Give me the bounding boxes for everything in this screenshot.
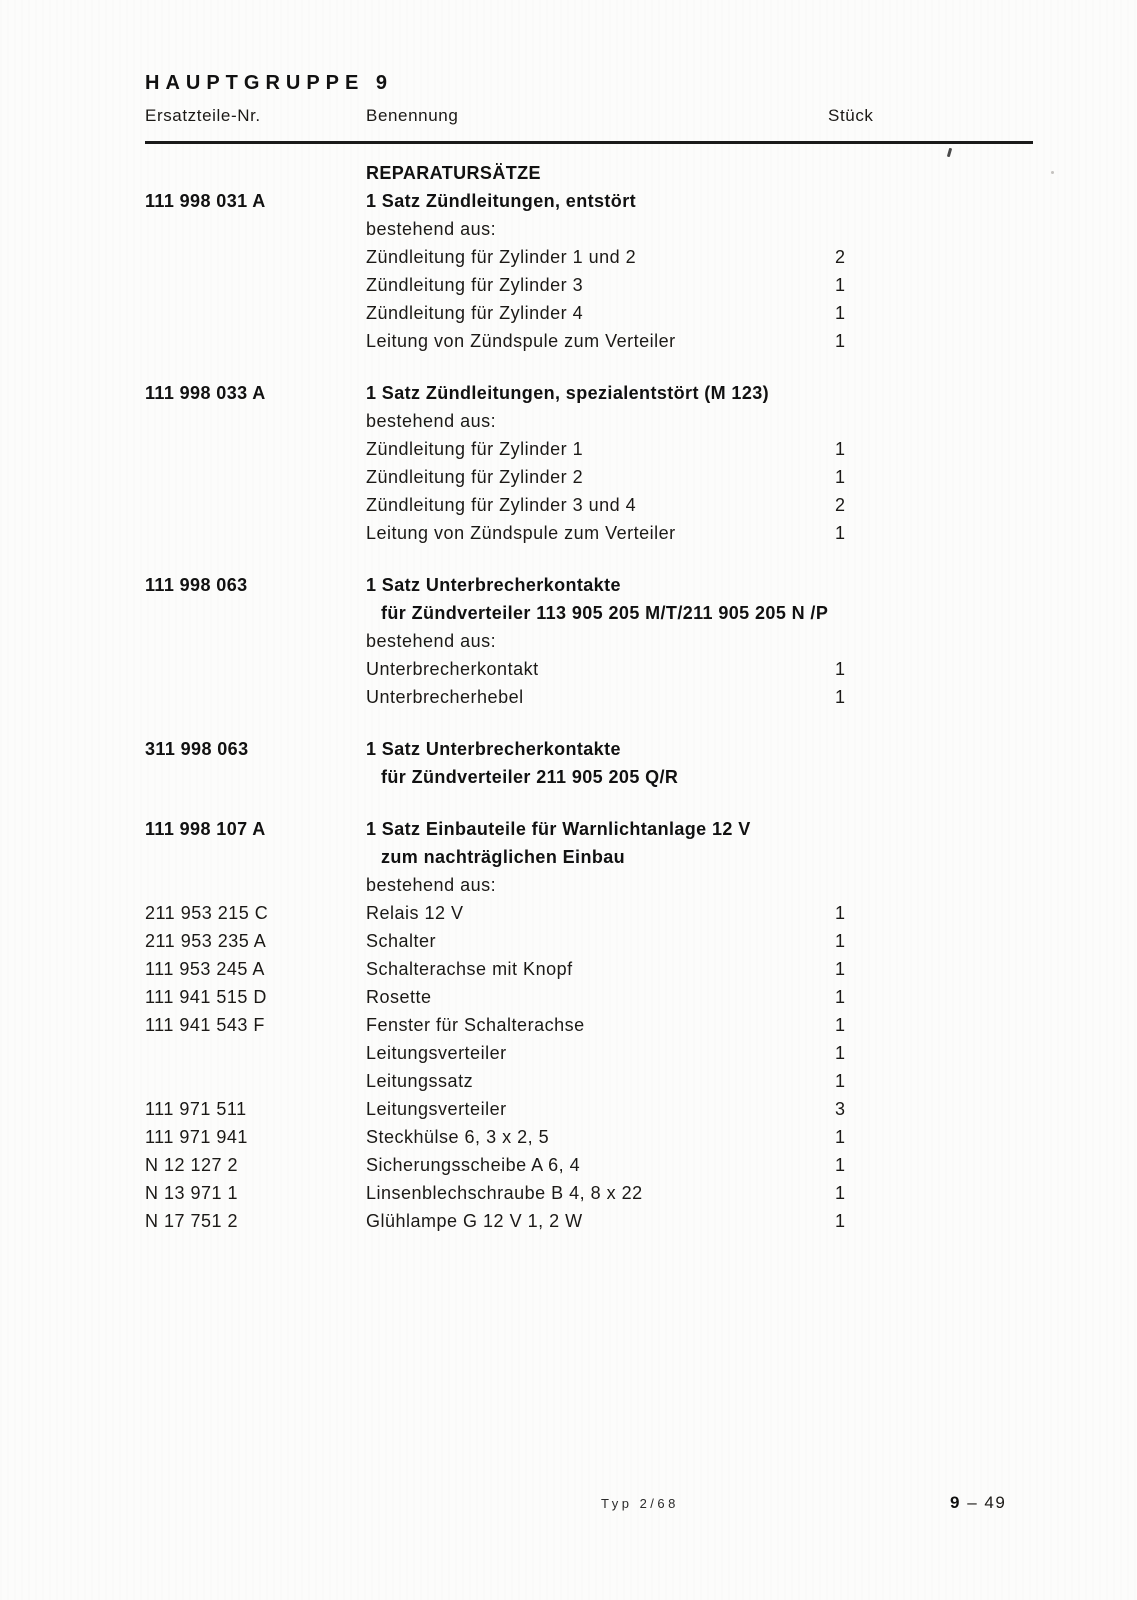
part-row (145, 1067, 1033, 1095)
part-row (145, 299, 1033, 327)
spacer-cell (835, 379, 1033, 407)
part-qty-cell: 2 (835, 247, 846, 267)
part-name-cell: Linsenblechschraube B 4, 8 x 22 (366, 1183, 643, 1203)
part-name-cell: Leitungsverteiler (366, 1043, 507, 1063)
spacer-cell (145, 627, 366, 655)
part-qty-cell: 1 (835, 903, 846, 923)
part-name-cell: Glühlampe G 12 V 1, 2 W (366, 1211, 583, 1231)
part-row (145, 983, 1033, 1011)
spacer-cell (145, 763, 366, 791)
part-row (145, 927, 1033, 955)
part-row (145, 327, 1033, 355)
part-number-cell (145, 327, 366, 355)
part-name-cell: Leitungsverteiler (366, 1099, 507, 1119)
footer-type-label: Typ 2/68 (601, 1496, 679, 1511)
part-number-cell (145, 435, 366, 463)
parts-section (145, 571, 1033, 711)
spacer-cell (145, 215, 366, 243)
column-header-part-number: Ersatzteile-Nr. (145, 106, 261, 125)
section-subtitle: zum nachträglichen Einbau (381, 847, 626, 867)
part-name-cell: Leitung von Zündspule zum Verteiler (366, 331, 676, 351)
part-row (145, 899, 1033, 927)
part-number-cell: 111 971 941 (145, 1127, 248, 1147)
part-name-cell: Rosette (366, 987, 432, 1007)
section-part-number: 111 998 107 A (145, 819, 266, 839)
spacer-cell (145, 159, 366, 187)
part-qty-cell: 1 (835, 1071, 846, 1091)
part-name-cell: Zündleitung für Zylinder 3 und 4 (366, 495, 637, 515)
part-number-cell (145, 1039, 366, 1067)
section-subtitle-row (145, 763, 1033, 791)
part-qty-cell: 1 (835, 1043, 846, 1063)
part-number-cell: 111 941 543 F (145, 1015, 265, 1035)
page-content (145, 73, 1033, 1259)
section-title: 1 Satz Zündleitungen, entstört (366, 191, 637, 211)
part-row (145, 1011, 1033, 1039)
part-name-cell: Zündleitung für Zylinder 1 und 2 (366, 247, 637, 267)
spacer-cell (835, 627, 1033, 655)
part-qty-cell: 1 (835, 1183, 846, 1203)
part-qty-cell: 1 (835, 1127, 846, 1147)
spacer-cell (835, 215, 1033, 243)
spacer-cell (835, 159, 1033, 187)
part-name-cell: Sicherungsscheibe A 6, 4 (366, 1155, 581, 1175)
scan-stray-dot (1051, 171, 1054, 174)
part-qty-cell: 1 (835, 467, 846, 487)
footer-page-chapter: 9 (950, 1493, 961, 1512)
part-number-cell: N 12 127 2 (145, 1155, 239, 1175)
part-qty-cell: 1 (835, 523, 846, 543)
section-subtitle: für Zündverteiler 211 905 205 Q/R (381, 767, 679, 787)
spacer-cell (850, 843, 1033, 871)
part-row (145, 1039, 1033, 1067)
note-row (145, 407, 1033, 435)
part-number-cell: 211 953 215 C (145, 903, 269, 923)
part-number-cell: N 13 971 1 (145, 1183, 239, 1203)
section-heading-row (145, 571, 1033, 599)
part-row (145, 683, 1033, 711)
part-qty-cell: 2 (835, 495, 846, 515)
part-name-cell: Leitung von Zündspule zum Verteiler (366, 523, 676, 543)
list-title-row (145, 159, 1033, 187)
section-heading-row (145, 187, 1033, 215)
section-part-number: 311 998 063 (145, 739, 249, 759)
section-note: bestehend aus: (366, 219, 497, 239)
part-number-cell (145, 463, 366, 491)
part-row (145, 655, 1033, 683)
spacer-cell (835, 571, 1033, 599)
part-row (145, 243, 1033, 271)
part-row (145, 1151, 1033, 1179)
section-subtitle-row (145, 843, 1033, 871)
part-row (145, 519, 1033, 547)
spacer-cell (835, 815, 1033, 843)
part-number-cell (145, 655, 366, 683)
footer-page-number (950, 1493, 1006, 1513)
part-qty-cell: 1 (835, 439, 846, 459)
part-name-cell: Steckhülse 6, 3 x 2, 5 (366, 1127, 550, 1147)
part-qty-cell: 1 (835, 1015, 846, 1035)
part-name-cell: Zündleitung für Zylinder 4 (366, 303, 584, 323)
part-qty-cell: 1 (835, 659, 846, 679)
header-rule (145, 141, 1033, 144)
part-name-cell: Unterbrecherhebel (366, 687, 524, 707)
part-row (145, 955, 1033, 983)
part-row (145, 1207, 1033, 1235)
section-heading-row (145, 735, 1033, 763)
part-name-cell: Zündleitung für Zylinder 1 (366, 439, 584, 459)
group-title: HAUPTGRUPPE 9 (145, 72, 394, 94)
part-number-cell: 111 953 245 A (145, 959, 265, 979)
table-column-headers (145, 105, 1033, 127)
spacer-cell (850, 763, 1033, 791)
part-name-cell: Schalter (366, 931, 437, 951)
note-row (145, 871, 1033, 899)
section-note: bestehend aus: (366, 875, 497, 895)
part-number-cell (145, 271, 366, 299)
part-qty-cell: 1 (835, 303, 846, 323)
part-name-cell: Fenster für Schalterachse (366, 1015, 585, 1035)
note-row (145, 627, 1033, 655)
section-note: bestehend aus: (366, 631, 497, 651)
part-number-cell (145, 519, 366, 547)
list-title: REPARATURSÄTZE (366, 163, 541, 183)
part-number-cell: 111 971 511 (145, 1099, 247, 1119)
section-heading-row (145, 815, 1033, 843)
section-subtitle: für Zündverteiler 113 905 205 M/T/211 905 205 N /P (381, 603, 829, 623)
part-qty-cell: 3 (835, 1099, 846, 1119)
part-qty-cell: 1 (835, 275, 846, 295)
section-subtitle-row (145, 599, 1033, 627)
section-part-number: 111 998 033 A (145, 383, 266, 403)
part-name-cell: Zündleitung für Zylinder 2 (366, 467, 584, 487)
section-heading-row (145, 379, 1033, 407)
section-title: 1 Satz Zündleitungen, spezialentstört (M 123) (366, 383, 770, 403)
spacer-cell (145, 843, 366, 871)
spacer-cell (850, 599, 1033, 627)
part-qty-cell: 1 (835, 959, 846, 979)
part-name-cell: Schalterachse mit Knopf (366, 959, 573, 979)
part-number-cell (145, 299, 366, 327)
part-number-cell (145, 491, 366, 519)
spacer-cell (835, 871, 1033, 899)
part-row (145, 463, 1033, 491)
part-qty-cell: 1 (835, 1155, 846, 1175)
part-number-cell (145, 683, 366, 711)
footer-page-rest: – 49 (967, 1493, 1007, 1512)
section-title: 1 Satz Unterbrecherkontakte (366, 739, 621, 759)
section-title: 1 Satz Unterbrecherkontakte (366, 575, 621, 595)
section-part-number: 111 998 063 (145, 575, 248, 595)
part-row (145, 1095, 1033, 1123)
parts-section (145, 379, 1033, 547)
part-number-cell: 211 953 235 A (145, 931, 267, 951)
spacer-cell (835, 735, 1033, 763)
section-part-number: 111 998 031 A (145, 191, 266, 211)
part-name-cell: Zündleitung für Zylinder 3 (366, 275, 584, 295)
column-header-qty: Stück (828, 106, 874, 125)
parts-section (145, 187, 1033, 355)
part-number-cell: 111 941 515 D (145, 987, 267, 1007)
part-name-cell: Unterbrecherkontakt (366, 659, 539, 679)
spacer-cell (145, 407, 366, 435)
spacer-cell (145, 599, 366, 627)
part-row (145, 1179, 1033, 1207)
part-row (145, 1123, 1033, 1151)
part-qty-cell: 1 (835, 987, 846, 1007)
part-number-cell (145, 243, 366, 271)
spacer-cell (835, 407, 1033, 435)
note-row (145, 215, 1033, 243)
parts-section (145, 735, 1033, 791)
part-row (145, 435, 1033, 463)
part-qty-cell: 1 (835, 687, 846, 707)
part-name-cell: Relais 12 V (366, 903, 464, 923)
part-number-cell: N 17 751 2 (145, 1211, 239, 1231)
column-header-name: Benennung (366, 106, 459, 125)
section-title: 1 Satz Einbauteile für Warnlichtanlage 12 V (366, 819, 751, 839)
part-name-cell: Leitungssatz (366, 1071, 474, 1091)
part-qty-cell: 1 (835, 331, 846, 351)
section-note: bestehend aus: (366, 411, 497, 431)
part-row (145, 271, 1033, 299)
part-qty-cell: 1 (835, 931, 846, 951)
part-number-cell (145, 1067, 366, 1095)
spacer-cell (835, 187, 1033, 215)
spacer-cell (145, 871, 366, 899)
part-qty-cell: 1 (835, 1211, 846, 1231)
part-row (145, 491, 1033, 519)
parts-section (145, 815, 1033, 1235)
